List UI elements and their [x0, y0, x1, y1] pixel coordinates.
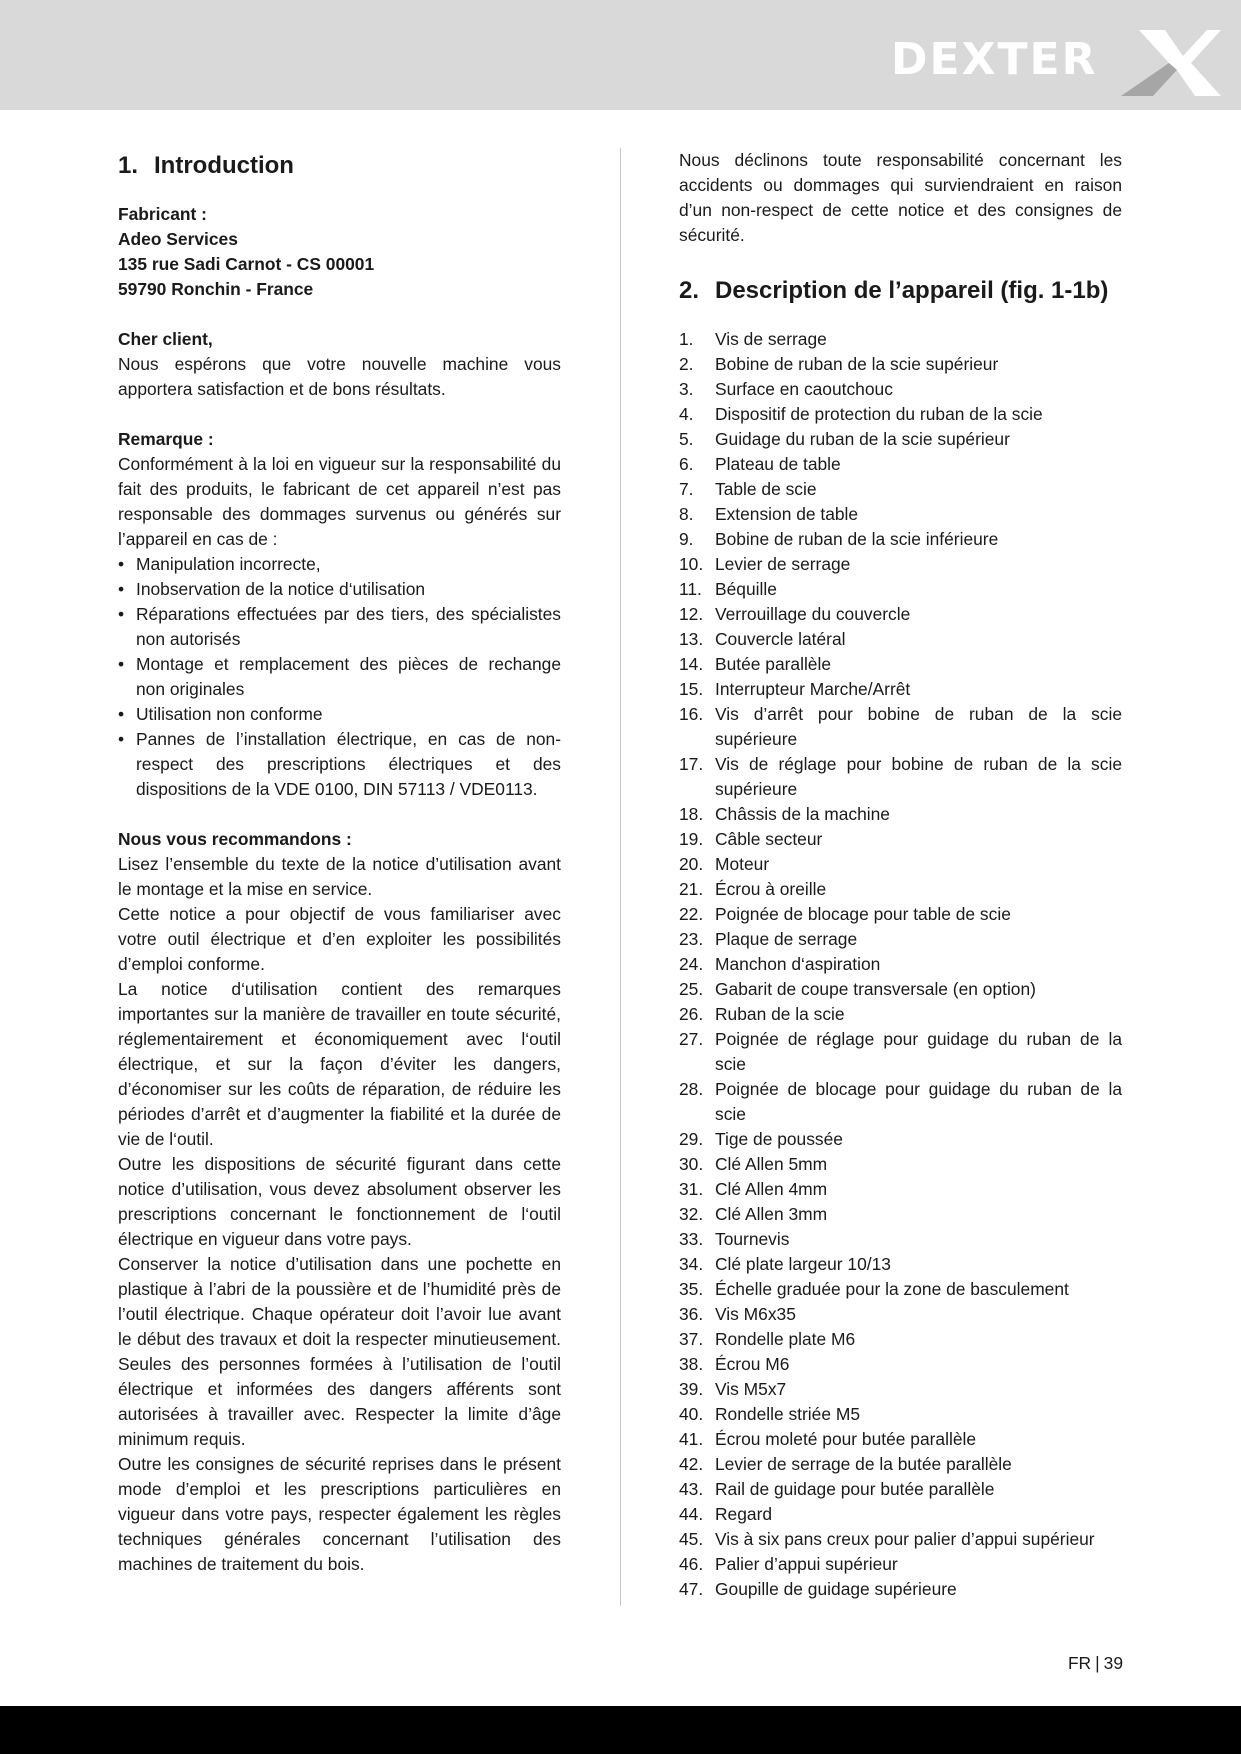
list-item: 34. Clé plate largeur 10/13 [679, 1254, 891, 1274]
list-item: 1. Vis de serrage [679, 329, 827, 349]
list-item: 38. Écrou M6 [679, 1354, 790, 1374]
recommend-label: Nous vous recommandons : [118, 829, 352, 849]
list-item: 41. Écrou moleté pour butée parallèle [679, 1429, 977, 1449]
list-item: 12. Verrouillage du couvercle [679, 604, 911, 624]
list-item: 26. Ruban de la scie [679, 1004, 845, 1024]
list-item: 46. Palier d’appui supérieur [679, 1554, 898, 1574]
recommend-paragraph: Cette notice a pour objectif de vous familiariser avec votre outil électrique et d’en exploiter les possibilités d’emploi conforme. [118, 904, 561, 974]
list-item: 19. Câble secteur [679, 829, 823, 849]
left-column [118, 148, 561, 1577]
remark-label: Remarque : [118, 429, 214, 449]
recommend-paragraph: Outre les dispositions de sécurité figurant dans cette notice d’utilisation, vous devez absolument observer les prescriptions concernant le fonctionnement de l‘outil électrique en vigueur dans votre pays. [118, 1154, 561, 1249]
parts-list [679, 327, 1122, 1602]
list-item: 20. Moteur [679, 854, 770, 874]
list-item: 25. Gabarit de coupe transversale (en option) [679, 979, 1036, 999]
list-item: 10. Levier de serrage [679, 554, 851, 574]
manufacturer-label: Fabricant : [118, 204, 207, 224]
list-item: 45. Vis à six pans creux pour palier d’appui supérieur [679, 1529, 1095, 1549]
manufacturer-line: Adeo Services [118, 229, 238, 249]
greeting-text: Nous espérons que votre nouvelle machine vous apportera satisfaction et de bons résultats. [118, 354, 561, 399]
recommend-paragraph: Conserver la notice d’utilisation dans une pochette en plastique à l’abri de la poussière et de l’humidité près de l’outil électrique. Chaque opérateur doit l’avoir lue avant le début des travaux et doit la respecter minutieusement. Seules des personnes formées à l’utilisation de l’outil électrique et informées des dangers afférents sont autorisées à travailler avec. Respecter la limite d’âge minimum requis. [118, 1254, 561, 1449]
list-item: 14. Butée parallèle [679, 654, 832, 674]
list-item: 3. Surface en caoutchouc [679, 379, 893, 399]
manufacturer-line: 135 rue Sadi Carnot - CS 00001 [118, 254, 375, 274]
recommend-paragraph: La notice d‘utilisation contient des remarques importantes sur la manière de travailler en toute sécurité, réglementairement et économiquement avec l‘outil électrique, et sur la façon d’éviter les dangers, d’économiser sur les coûts de réparation, de réduire les périodes d’arrêt et d’augmenter la fiabilité et la durée de vie de l‘outil. [118, 979, 561, 1149]
remark-bullet-list [118, 552, 561, 802]
list-item: 17. Vis de réglage pour bobine de ruban de la scie supérieure [679, 754, 1122, 799]
list-item: 24. Manchon d‘aspiration [679, 954, 881, 974]
footer-band [0, 1706, 1241, 1754]
list-item: 21. Écrou à oreille [679, 879, 827, 899]
list-item: • Pannes de l’installation électrique, en cas de non-respect des prescriptions électriques et des dispositions de la VDE 0100, DIN 57113 / VDE0113. [118, 727, 561, 802]
brand-logo [891, 30, 1221, 96]
recommend-paragraph: Outre les consignes de sécurité reprises dans le présent mode d’emploi et les prescriptions particulières en vigueur dans votre pays, respecter également les règles techniques générales concernant l’utilisation des machines de traitement du bois. [118, 1454, 561, 1574]
list-item: 42. Levier de serrage de la butée parallèle [679, 1454, 1012, 1474]
list-item: 4. Dispositif de protection du ruban de la scie [679, 404, 1043, 424]
page-number: FR | 39 [1067, 1653, 1123, 1673]
list-item: 43. Rail de guidage pour butée parallèle [679, 1479, 995, 1499]
list-item: 22. Poignée de blocage pour table de scie [679, 904, 1011, 924]
manufacturer-line: 59790 Ronchin - France [118, 279, 314, 299]
list-item: 36. Vis M6x35 [679, 1304, 796, 1324]
list-item: • Montage et remplacement des pièces de rechange non originales [118, 652, 561, 702]
list-item: 30. Clé Allen 5mm [679, 1154, 828, 1174]
list-item: 32. Clé Allen 3mm [679, 1204, 828, 1224]
brand-logo-text: DEXTER [891, 34, 1098, 85]
list-item: 47. Goupille de guidage supérieure [679, 1579, 957, 1599]
header-band [0, 0, 1241, 110]
list-item: 33. Tournevis [679, 1229, 790, 1249]
list-item: 6. Plateau de table [679, 454, 841, 474]
list-item: 2. Bobine de ruban de la scie supérieur [679, 354, 999, 374]
recommend-paragraph: Lisez l’ensemble du texte de la notice d’utilisation avant le montage et la mise en service. [118, 854, 561, 899]
list-item: 8. Extension de table [679, 504, 859, 524]
list-item: 31. Clé Allen 4mm [679, 1179, 828, 1199]
brand-x-icon [1121, 30, 1221, 96]
list-item: 13. Couvercle latéral [679, 629, 846, 649]
list-item: 7. Table de scie [679, 479, 817, 499]
section-heading-description: 2. Description de l’appareil (fig. 1-1b) [679, 277, 1109, 304]
list-item: 40. Rondelle striée M5 [679, 1404, 860, 1424]
list-item: 28. Poignée de blocage pour guidage du ruban de la scie [679, 1079, 1122, 1124]
list-item: 5. Guidage du ruban de la scie supérieur [679, 429, 1010, 449]
right-column [679, 148, 1122, 1602]
list-item: 44. Regard [679, 1504, 773, 1524]
section-heading-introduction: 1. Introduction [118, 152, 294, 179]
greeting: Cher client, [118, 329, 213, 349]
list-item: • Utilisation non conforme [118, 702, 561, 727]
list-item: 23. Plaque de serrage [679, 929, 858, 949]
list-item: 27. Poignée de réglage pour guidage du ruban de la scie [679, 1029, 1122, 1074]
list-item: • Inobservation de la notice d‘utilisation [118, 577, 561, 602]
list-item: 9. Bobine de ruban de la scie inférieure [679, 529, 999, 549]
list-item: 35. Échelle graduée pour la zone de basculement [679, 1279, 1069, 1299]
list-item: • Manipulation incorrecte, [118, 552, 561, 577]
list-item: • Réparations effectuées par des tiers, des spécialistes non autorisés [118, 602, 561, 652]
column-divider [620, 148, 621, 1606]
list-item: 39. Vis M5x7 [679, 1379, 787, 1399]
liability-text: Nous déclinons toute responsabilité concernant les accidents ou dommages qui surviendraient en raison d’un non-respect de cette notice et des consignes de sécurité. [679, 150, 1122, 245]
list-item: 37. Rondelle plate M6 [679, 1329, 856, 1349]
remark-text: Conformément à la loi en vigueur sur la responsabilité du fait des produits, le fabricant de cet appareil n’est pas responsable des dommages survenus ou générés sur l’appareil en cas de : [118, 454, 561, 549]
list-item: 11. Béquille [679, 579, 777, 599]
list-item: 15. Interrupteur Marche/Arrêt [679, 679, 911, 699]
list-item: 18. Châssis de la machine [679, 804, 890, 824]
list-item: 16. Vis d’arrêt pour bobine de ruban de la scie supérieure [679, 704, 1122, 749]
list-item: 29. Tige de poussée [679, 1129, 843, 1149]
